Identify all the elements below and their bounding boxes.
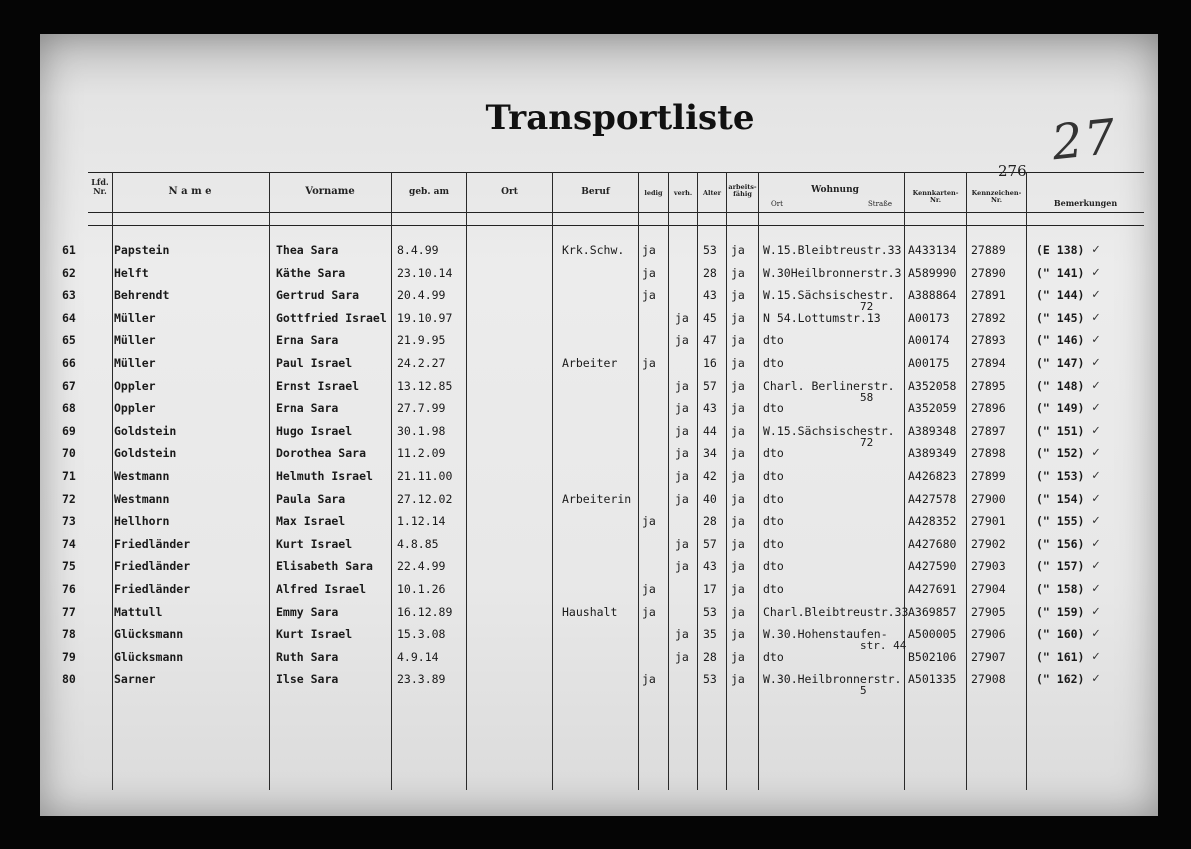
row-wohnung: dto xyxy=(763,446,784,461)
row-vorname: Paul Israel xyxy=(276,356,353,370)
row-verh: ja xyxy=(675,333,689,348)
row-arbeitsfaehig: ja xyxy=(731,649,745,664)
row-geb: 16.12.89 xyxy=(397,604,453,619)
row-kennkarten: A388864 xyxy=(908,288,957,303)
row-kennkarten: B502106 xyxy=(908,649,957,664)
row-alter: 16 xyxy=(703,356,717,370)
row-alter: 44 xyxy=(703,423,717,438)
row-alter: 28 xyxy=(703,265,717,280)
row-bemerkung: (" 158) xyxy=(1036,582,1085,596)
row-alter: 57 xyxy=(703,378,717,393)
checkmark-icon: ✓ xyxy=(1092,355,1100,370)
page-number: 276 xyxy=(998,162,1027,180)
header-wohnung-strasse: Straße xyxy=(868,200,892,208)
row-name: Mattull xyxy=(114,604,163,619)
row-vorname: Dorothea Sara xyxy=(276,446,367,461)
row-kennkarten: A433134 xyxy=(908,243,957,257)
row-name: Sarner xyxy=(114,672,156,687)
col-divider xyxy=(638,172,639,790)
row-geb: 15.3.08 xyxy=(397,627,446,642)
header-kennzeichen-nr: Kennzeichen- Nr. xyxy=(971,189,1022,205)
row-wohnung: dto xyxy=(763,333,784,348)
row-arbeitsfaehig: ja xyxy=(731,627,745,642)
row-bemerkung: (" 157) xyxy=(1036,559,1085,574)
row-kennkarten: A369857 xyxy=(908,604,957,619)
row-arbeitsfaehig: ja xyxy=(731,559,745,574)
col-divider xyxy=(758,172,759,790)
row-beruf: Arbeiterin xyxy=(562,491,632,506)
row-alter: 34 xyxy=(703,446,717,461)
row-geb: 22.4.99 xyxy=(397,559,446,574)
row-wohnung-line2: 72 xyxy=(860,300,874,314)
row-name: Glücksmann xyxy=(114,649,184,664)
row-arbeitsfaehig: ja xyxy=(731,446,745,461)
row-wohnung: W.15.Sächsischestr. xyxy=(763,423,895,438)
checkmark-icon: ✓ xyxy=(1092,513,1100,529)
header-bottom-rule xyxy=(88,212,1144,213)
row-ledig: ja xyxy=(642,288,656,303)
row-nr: 70 xyxy=(62,446,76,461)
row-nr: 64 xyxy=(62,310,76,325)
row-bemerkung: (" 149) xyxy=(1036,401,1085,416)
row-wohnung: dto xyxy=(763,514,784,529)
row-vorname: Thea Sara xyxy=(276,243,339,257)
row-ledig: ja xyxy=(642,514,656,529)
row-geb: 23.10.14 xyxy=(397,265,453,280)
col-divider xyxy=(391,172,392,790)
row-beruf: Arbeiter xyxy=(562,356,618,370)
row-name: Glücksmann xyxy=(114,627,184,642)
row-wohnung: dto xyxy=(763,559,784,574)
row-verh: ja xyxy=(675,491,689,506)
row-bemerkung: (" 146) xyxy=(1036,333,1085,348)
header-wohnung-ort: Ort xyxy=(771,200,783,208)
row-geb: 1.12.14 xyxy=(397,514,446,529)
row-kennzeichen: 27898 xyxy=(971,446,1006,461)
row-arbeitsfaehig: ja xyxy=(731,401,745,416)
row-nr: 71 xyxy=(62,469,76,483)
header-vorname: Vorname xyxy=(305,186,355,197)
row-kennkarten: A389349 xyxy=(908,446,957,461)
row-alter: 45 xyxy=(703,310,717,325)
row-vorname: Alfred Israel xyxy=(276,582,367,596)
row-wohnung: W.30.Hohenstaufen- xyxy=(763,627,888,642)
col-divider xyxy=(269,172,270,790)
row-vorname: Ernst Israel xyxy=(276,378,360,393)
row-wohnung-line2: str. 44 xyxy=(860,639,907,653)
row-kennzeichen: 27904 xyxy=(971,582,1006,596)
row-wohnung-line2: 5 xyxy=(860,684,867,698)
row-geb: 30.1.98 xyxy=(397,423,446,438)
row-ledig: ja xyxy=(642,672,656,687)
row-bemerkung: (" 144) xyxy=(1036,288,1085,303)
row-geb: 8.4.99 xyxy=(397,243,439,257)
row-beruf: Haushalt xyxy=(562,604,618,619)
header-geb-am: geb. am xyxy=(409,187,449,197)
checkmark-icon: ✓ xyxy=(1092,626,1100,642)
checkmark-icon: ✓ xyxy=(1092,287,1100,303)
row-kennzeichen: 27897 xyxy=(971,423,1006,438)
row-geb: 20.4.99 xyxy=(397,288,446,303)
row-wohnung-line2: 72 xyxy=(860,435,874,449)
row-bemerkung: (" 152) xyxy=(1036,446,1085,461)
row-vorname: Ilse Sara xyxy=(276,672,339,687)
row-alter: 28 xyxy=(703,514,717,529)
header-beruf: Beruf xyxy=(581,187,610,197)
col-divider xyxy=(466,172,467,790)
row-nr: 66 xyxy=(62,356,76,370)
row-verh: ja xyxy=(675,649,689,664)
row-name: Hellhorn xyxy=(114,514,170,529)
checkmark-icon: ✓ xyxy=(1092,264,1100,280)
header-verh: verh. xyxy=(673,189,693,197)
row-kennzeichen: 27902 xyxy=(971,536,1006,551)
row-nr: 68 xyxy=(62,401,76,416)
header-bottom-rule-2 xyxy=(88,225,1144,226)
row-alter: 53 xyxy=(703,672,717,687)
row-name: Müller xyxy=(114,333,156,348)
col-divider xyxy=(1026,172,1027,790)
row-name: Friedländer xyxy=(114,536,191,551)
row-alter: 53 xyxy=(703,243,717,257)
row-beruf: Krk.Schw. xyxy=(562,243,625,257)
checkmark-icon: ✓ xyxy=(1092,332,1100,348)
row-wohnung: dto xyxy=(763,649,784,664)
row-wohnung: W.30Heilbronnerstr.3 xyxy=(763,265,902,280)
row-wohnung: W.30.Heilbronnerstr. xyxy=(763,672,902,687)
row-nr: 63 xyxy=(62,288,76,303)
col-divider xyxy=(726,172,727,790)
row-arbeitsfaehig: ja xyxy=(731,288,745,303)
row-vorname: Erna Sara xyxy=(276,333,339,348)
row-nr: 62 xyxy=(62,265,76,280)
row-kennkarten: A426823 xyxy=(908,469,957,483)
row-bemerkung: (" 147) xyxy=(1036,356,1085,370)
row-nr: 72 xyxy=(62,491,76,506)
row-geb: 24.2.27 xyxy=(397,356,446,370)
row-name: Papstein xyxy=(114,243,170,257)
row-kennzeichen: 27896 xyxy=(971,401,1006,416)
row-vorname: Hugo Israel xyxy=(276,423,353,438)
header-lfd-nr: Lfd. Nr. xyxy=(91,177,109,196)
row-nr: 74 xyxy=(62,536,76,551)
row-verh: ja xyxy=(675,559,689,574)
row-nr: 67 xyxy=(62,378,76,393)
row-name: Helft xyxy=(114,265,149,280)
row-nr: 65 xyxy=(62,333,76,348)
row-alter: 28 xyxy=(703,649,717,664)
row-arbeitsfaehig: ja xyxy=(731,423,745,438)
row-verh: ja xyxy=(675,536,689,551)
row-vorname: Paula Sara xyxy=(276,491,346,506)
row-bemerkung: (" 159) xyxy=(1036,604,1085,619)
row-bemerkung: (" 154) xyxy=(1036,491,1085,506)
row-wohnung: Charl. Berlinerstr. xyxy=(763,378,895,393)
row-wohnung-line2: 58 xyxy=(860,390,874,404)
row-verh: ja xyxy=(675,310,689,325)
row-wohnung: dto xyxy=(763,401,784,416)
row-alter: 43 xyxy=(703,559,717,574)
row-wohnung: Charl.Bleibtreustr.33 xyxy=(763,604,909,619)
row-geb: 4.8.85 xyxy=(397,536,439,551)
row-bemerkung: (" 141) xyxy=(1036,265,1085,280)
row-vorname: Helmuth Israel xyxy=(276,469,373,483)
row-name: Friedländer xyxy=(114,582,191,596)
row-bemerkung: (E 138) xyxy=(1036,243,1085,257)
checkmark-icon: ✓ xyxy=(1092,445,1100,461)
row-kennzeichen: 27905 xyxy=(971,604,1006,619)
checkmark-icon: ✓ xyxy=(1092,242,1100,257)
checkmark-icon: ✓ xyxy=(1092,422,1100,438)
row-geb: 11.2.09 xyxy=(397,446,446,461)
row-verh: ja xyxy=(675,469,689,483)
row-name: Müller xyxy=(114,356,156,370)
row-bemerkung: (" 151) xyxy=(1036,423,1085,438)
table-top-rule xyxy=(88,172,1144,173)
row-kennkarten: A00173 xyxy=(908,310,950,325)
checkmark-icon: ✓ xyxy=(1092,309,1100,325)
col-divider xyxy=(668,172,669,790)
row-vorname: Kurt Israel xyxy=(276,536,353,551)
row-arbeitsfaehig: ja xyxy=(731,469,745,483)
header-name: N a m e xyxy=(168,186,212,197)
row-nr: 75 xyxy=(62,559,76,574)
row-nr: 76 xyxy=(62,582,76,596)
row-wohnung: dto xyxy=(763,469,784,483)
row-verh: ja xyxy=(675,446,689,461)
document-title: Transportliste xyxy=(485,98,755,138)
row-verh: ja xyxy=(675,627,689,642)
row-arbeitsfaehig: ja xyxy=(731,491,745,506)
row-nr: 79 xyxy=(62,649,76,664)
row-bemerkung: (" 162) xyxy=(1036,672,1085,687)
row-kennkarten: A428352 xyxy=(908,514,957,529)
row-kennkarten: A352059 xyxy=(908,401,957,416)
row-wohnung: N 54.Lottumstr.13 xyxy=(763,310,881,325)
row-alter: 42 xyxy=(703,469,717,483)
row-geb: 21.11.00 xyxy=(397,469,453,483)
row-wohnung: W.15.Sächsischestr. xyxy=(763,288,895,303)
row-bemerkung: (" 153) xyxy=(1036,469,1085,483)
row-verh: ja xyxy=(675,401,689,416)
row-alter: 43 xyxy=(703,288,717,303)
row-kennzeichen: 27906 xyxy=(971,627,1006,642)
row-name: Friedländer xyxy=(114,559,191,574)
row-verh: ja xyxy=(675,423,689,438)
col-divider xyxy=(112,172,113,790)
row-bemerkung: (" 161) xyxy=(1036,649,1085,664)
row-kennkarten: A427578 xyxy=(908,491,957,506)
row-kennzeichen: 27892 xyxy=(971,310,1006,325)
row-kennkarten: A501335 xyxy=(908,672,957,687)
row-geb: 27.12.02 xyxy=(397,491,453,506)
row-kennzeichen: 27907 xyxy=(971,649,1006,664)
row-kennzeichen: 27890 xyxy=(971,265,1006,280)
row-alter: 17 xyxy=(703,582,717,596)
checkmark-icon: ✓ xyxy=(1092,581,1100,596)
row-wohnung: dto xyxy=(763,356,784,370)
row-alter: 43 xyxy=(703,401,717,416)
row-name: Behrendt xyxy=(114,288,170,303)
row-kennkarten: A427680 xyxy=(908,536,957,551)
header-ort: Ort xyxy=(501,187,518,197)
row-name: Westmann xyxy=(114,491,170,506)
header-alter: Alter xyxy=(702,189,722,197)
checkmark-icon: ✓ xyxy=(1092,468,1100,483)
row-nr: 78 xyxy=(62,627,76,642)
row-kennkarten: A427590 xyxy=(908,559,957,574)
row-alter: 53 xyxy=(703,604,717,619)
row-nr: 80 xyxy=(62,672,76,687)
row-kennzeichen: 27889 xyxy=(971,243,1006,257)
row-kennzeichen: 27895 xyxy=(971,378,1006,393)
row-name: Goldstein xyxy=(114,423,177,438)
row-arbeitsfaehig: ja xyxy=(731,604,745,619)
row-bemerkung: (" 145) xyxy=(1036,310,1085,325)
row-wohnung: dto xyxy=(763,582,784,596)
header-bemerkungen: Bemerkungen xyxy=(1053,198,1118,208)
row-bemerkung: (" 148) xyxy=(1036,378,1085,393)
row-wohnung: dto xyxy=(763,491,784,506)
row-kennzeichen: 27894 xyxy=(971,356,1006,370)
col-divider xyxy=(966,172,967,790)
row-vorname: Kurt Israel xyxy=(276,627,353,642)
row-vorname: Gottfried Israel xyxy=(276,310,387,325)
row-kennkarten: A589990 xyxy=(908,265,957,280)
header-wohnung: Wohnung xyxy=(811,185,859,195)
col-divider xyxy=(552,172,553,790)
row-alter: 57 xyxy=(703,536,717,551)
row-kennzeichen: 27899 xyxy=(971,469,1006,483)
row-geb: 10.1.26 xyxy=(397,582,446,596)
row-arbeitsfaehig: ja xyxy=(731,672,745,687)
checkmark-icon: ✓ xyxy=(1092,648,1100,664)
row-nr: 61 xyxy=(62,243,76,257)
row-name: Oppler xyxy=(114,401,156,416)
row-arbeitsfaehig: ja xyxy=(731,514,745,529)
row-nr: 77 xyxy=(62,604,76,619)
row-name: Oppler xyxy=(114,378,156,393)
row-name: Westmann xyxy=(114,469,170,483)
row-vorname: Gertrud Sara xyxy=(276,288,360,303)
row-kennzeichen: 27901 xyxy=(971,514,1006,529)
col-divider xyxy=(904,172,905,790)
row-kennkarten: A389348 xyxy=(908,423,957,438)
row-geb: 19.10.97 xyxy=(397,310,453,325)
row-vorname: Emmy Sara xyxy=(276,604,339,619)
row-arbeitsfaehig: ja xyxy=(731,536,745,551)
handwritten-number: 27 xyxy=(1049,108,1120,172)
row-ledig: ja xyxy=(642,582,656,596)
checkmark-icon: ✓ xyxy=(1092,400,1100,416)
row-alter: 40 xyxy=(703,491,717,506)
row-name: Müller xyxy=(114,310,156,325)
row-bemerkung: (" 160) xyxy=(1036,627,1085,642)
header-arbeitsfaehig: arbeits- fähig xyxy=(728,183,757,199)
row-vorname: Ruth Sara xyxy=(276,649,339,664)
checkmark-icon: ✓ xyxy=(1092,377,1100,393)
row-geb: 23.3.89 xyxy=(397,672,446,687)
row-alter: 35 xyxy=(703,627,717,642)
header-ledig: ledig xyxy=(644,189,663,197)
row-kennzeichen: 27908 xyxy=(971,672,1006,687)
row-arbeitsfaehig: ja xyxy=(731,265,745,280)
checkmark-icon: ✓ xyxy=(1092,535,1100,551)
row-name: Goldstein xyxy=(114,446,177,461)
row-kennzeichen: 27891 xyxy=(971,288,1006,303)
row-arbeitsfaehig: ja xyxy=(731,582,745,596)
row-kennzeichen: 27893 xyxy=(971,333,1006,348)
row-arbeitsfaehig: ja xyxy=(731,333,745,348)
row-arbeitsfaehig: ja xyxy=(731,356,745,370)
row-vorname: Max Israel xyxy=(276,514,346,529)
row-ledig: ja xyxy=(642,604,656,619)
row-arbeitsfaehig: ja xyxy=(731,378,745,393)
row-alter: 47 xyxy=(703,333,717,348)
row-kennkarten: A00175 xyxy=(908,356,950,370)
row-vorname: Erna Sara xyxy=(276,401,339,416)
row-kennzeichen: 27900 xyxy=(971,491,1006,506)
row-arbeitsfaehig: ja xyxy=(731,243,745,257)
checkmark-icon: ✓ xyxy=(1092,671,1100,687)
row-kennkarten: A500005 xyxy=(908,627,957,642)
row-nr: 73 xyxy=(62,514,76,529)
checkmark-icon: ✓ xyxy=(1092,603,1100,619)
checkmark-icon: ✓ xyxy=(1092,490,1100,506)
row-kennkarten: A427691 xyxy=(908,582,957,596)
row-vorname: Käthe Sara xyxy=(276,265,346,280)
row-verh: ja xyxy=(675,378,689,393)
row-geb: 27.7.99 xyxy=(397,401,446,416)
row-geb: 4.9.14 xyxy=(397,649,439,664)
row-ledig: ja xyxy=(642,265,656,280)
row-kennkarten: A352058 xyxy=(908,378,957,393)
row-ledig: ja xyxy=(642,356,656,370)
row-geb: 13.12.85 xyxy=(397,378,453,393)
row-vorname: Elisabeth Sara xyxy=(276,559,373,574)
row-bemerkung: (" 155) xyxy=(1036,514,1085,529)
row-arbeitsfaehig: ja xyxy=(731,310,745,325)
row-wohnung: dto xyxy=(763,536,784,551)
row-nr: 69 xyxy=(62,423,76,438)
row-bemerkung: (" 156) xyxy=(1036,536,1085,551)
row-kennkarten: A00174 xyxy=(908,333,950,348)
row-wohnung: W.15.Bleibtreustr.33 xyxy=(763,243,902,257)
row-geb: 21.9.95 xyxy=(397,333,446,348)
header-kennkarten-nr: Kennkarten- Nr. xyxy=(912,189,959,205)
checkmark-icon: ✓ xyxy=(1092,558,1100,574)
row-ledig: ja xyxy=(642,243,656,257)
col-divider xyxy=(697,172,698,790)
row-kennzeichen: 27903 xyxy=(971,559,1006,574)
